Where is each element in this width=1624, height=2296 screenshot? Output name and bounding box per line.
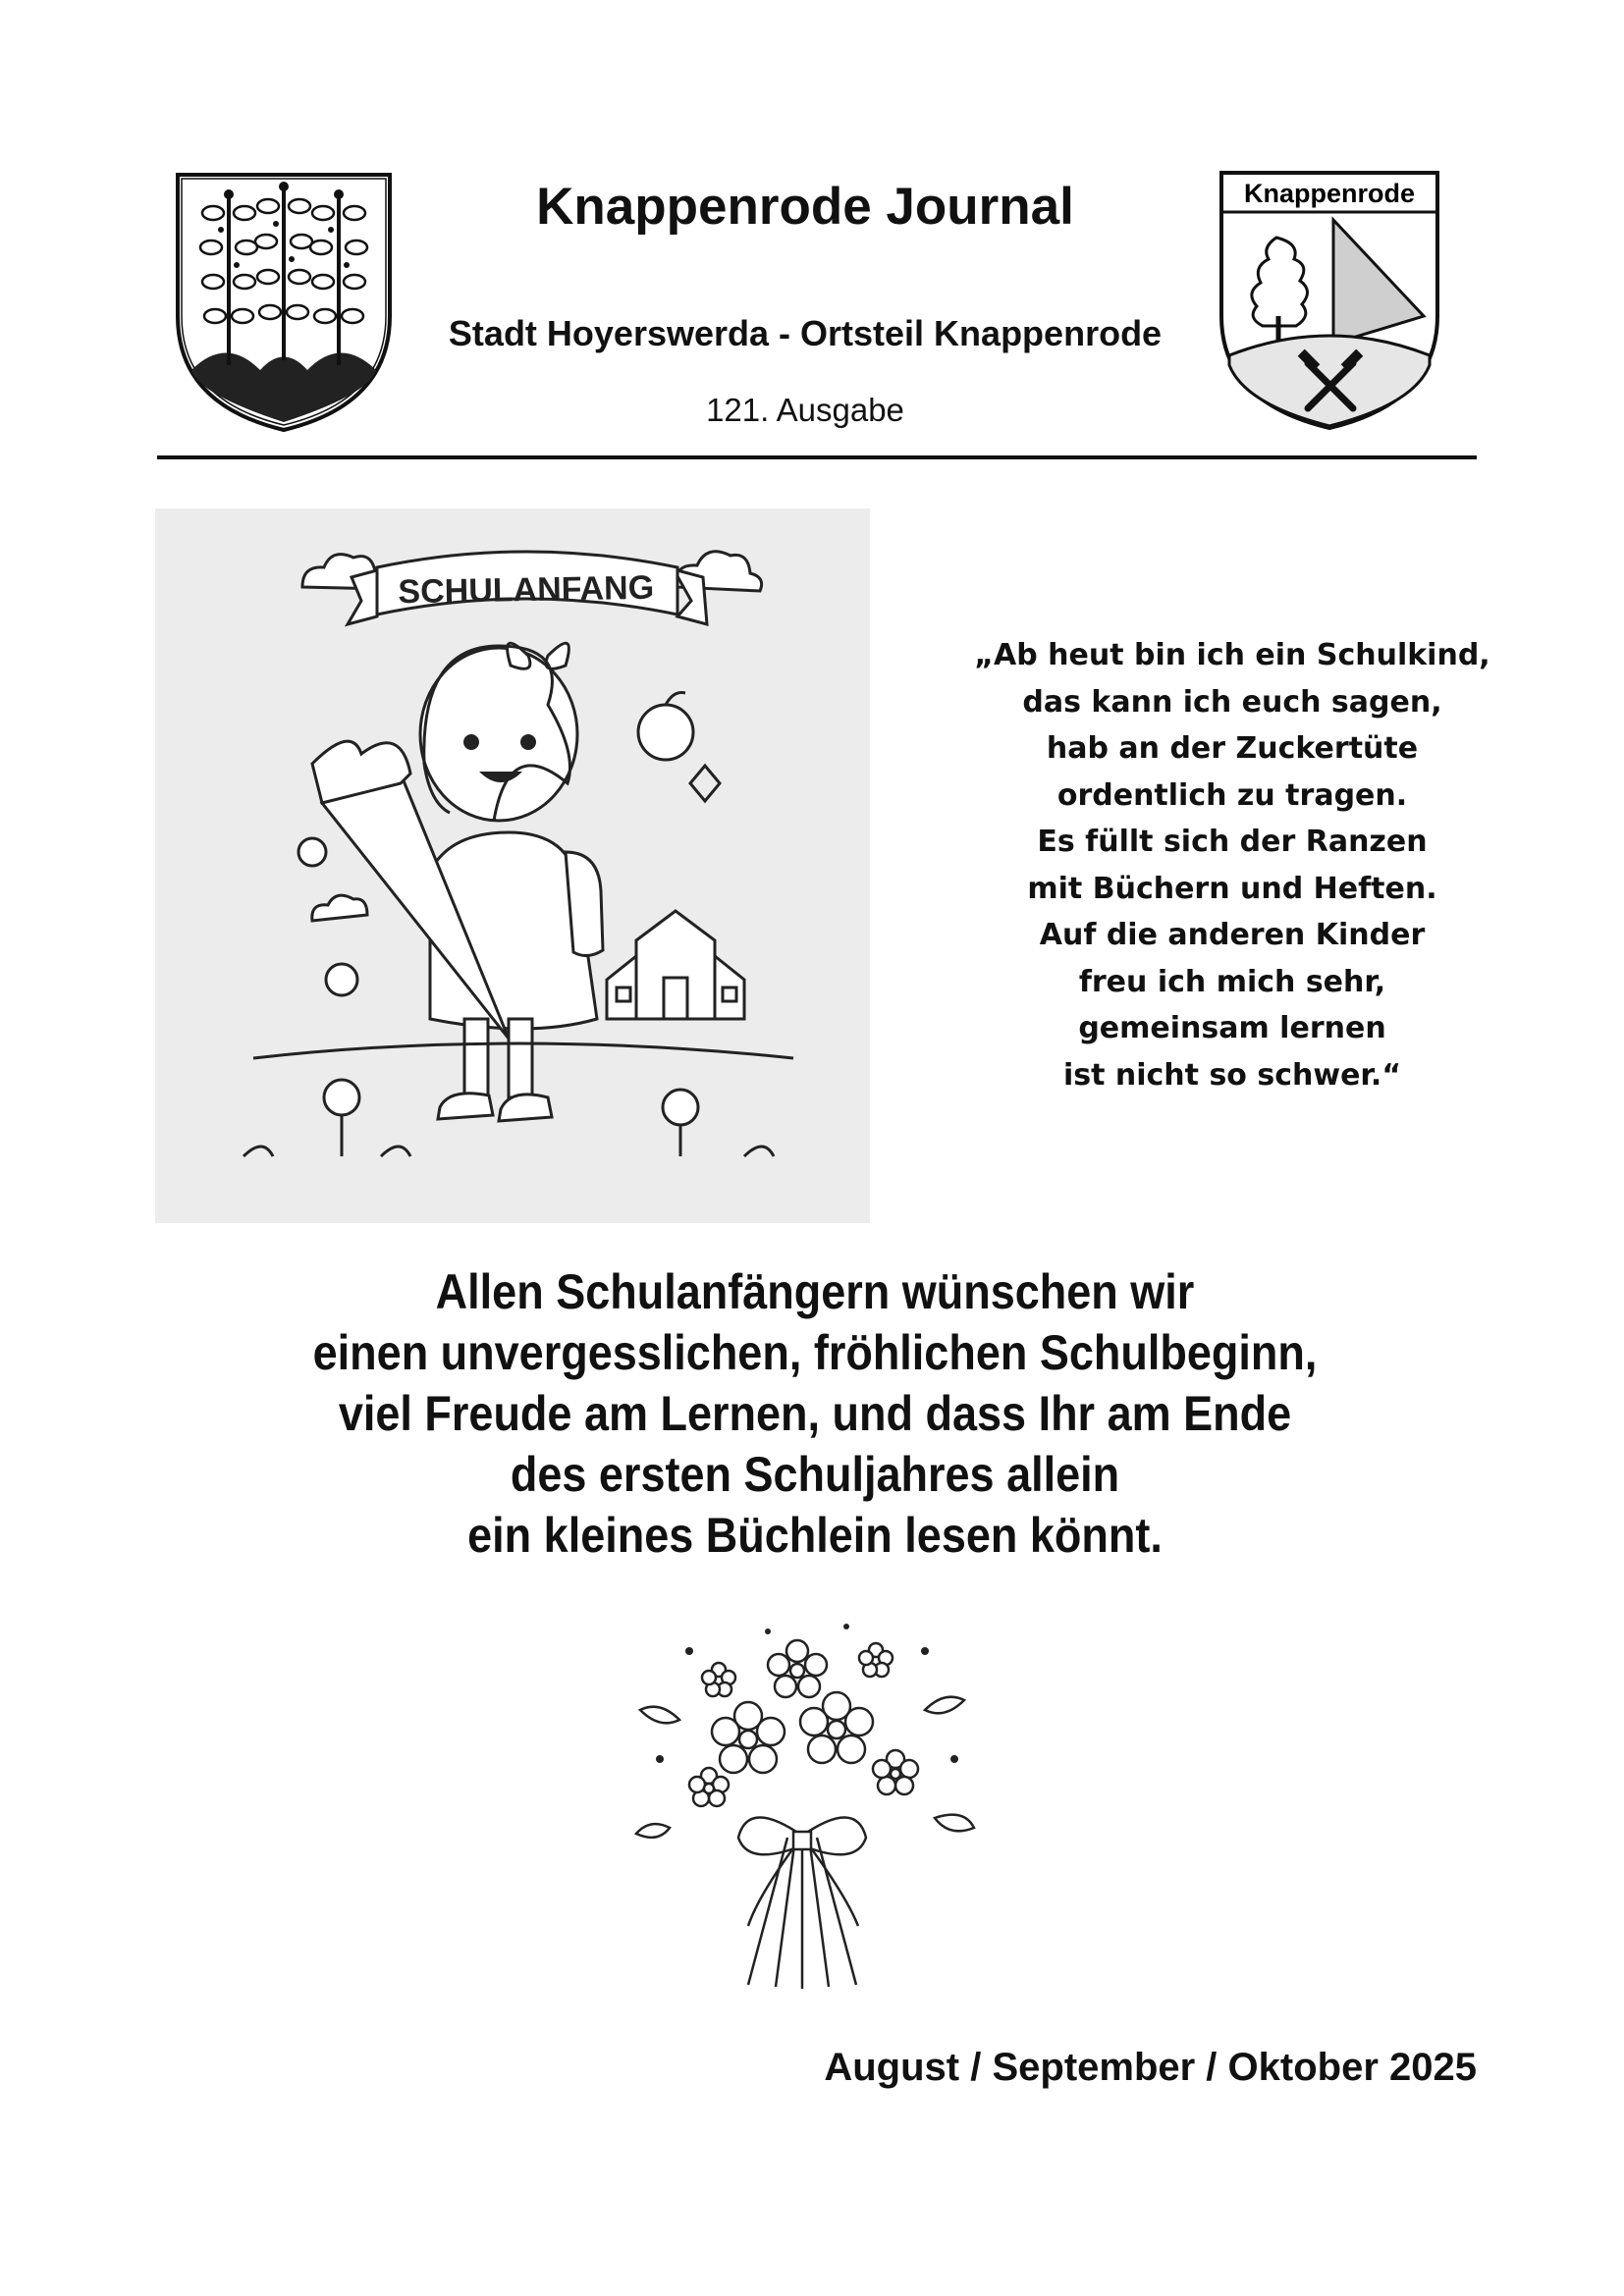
poem-line: Es füllt sich der Ranzen bbox=[1037, 825, 1428, 859]
poem-line: Auf die anderen Kinder bbox=[1039, 918, 1426, 952]
greeting-line: einen unvergesslichen, fröhlichen Schulbeginn, bbox=[312, 1325, 1318, 1380]
greeting-line: ein kleines Büchlein lesen könnt. bbox=[467, 1508, 1163, 1563]
poem-line: ist nicht so schwer.“ bbox=[1062, 1057, 1402, 1093]
poem-line: mit Büchern und Heften. bbox=[1027, 871, 1437, 906]
crest-label: Knappenrode bbox=[1243, 179, 1416, 208]
greeting-line: viel Freude am Lernen, und dass Ihr am Ende bbox=[338, 1386, 1292, 1441]
issue-number: 121. Ausgabe bbox=[706, 392, 904, 428]
greeting-line: des ersten Schuljahres allein bbox=[510, 1447, 1120, 1502]
flower-bouquet-icon bbox=[601, 1602, 1003, 2004]
poem-line: „Ab heut bin ich ein Schulkind, bbox=[974, 638, 1490, 672]
hoyerswerda-crest-icon bbox=[172, 169, 396, 436]
issue-date: August / September / Oktober 2025 bbox=[824, 2046, 1477, 2089]
poem-line: das kann ich euch sagen, bbox=[1022, 684, 1442, 720]
poem-line: gemeinsam lernen bbox=[1078, 1011, 1386, 1045]
journal-title: Knappenrode Journal bbox=[536, 178, 1074, 236]
poem-line: freu ich mich sehr, bbox=[1078, 964, 1386, 999]
banner-text: SCHULANFANG bbox=[398, 568, 655, 612]
schulanfang-illustration bbox=[155, 508, 870, 1223]
poem-line: hab an der Zuckertüte bbox=[1046, 731, 1419, 766]
greeting-text bbox=[177, 1261, 1453, 1566]
header-divider bbox=[157, 455, 1477, 459]
journal-subtitle: Stadt Hoyerswerda - Ortsteil Knappenrode bbox=[448, 313, 1163, 353]
poem bbox=[913, 632, 1551, 1098]
knappenrode-crest-icon bbox=[1218, 169, 1441, 432]
poem-line: ordentlich zu tragen. bbox=[1056, 777, 1408, 813]
greeting-line: Allen Schulanfängern wünschen wir bbox=[435, 1264, 1195, 1319]
